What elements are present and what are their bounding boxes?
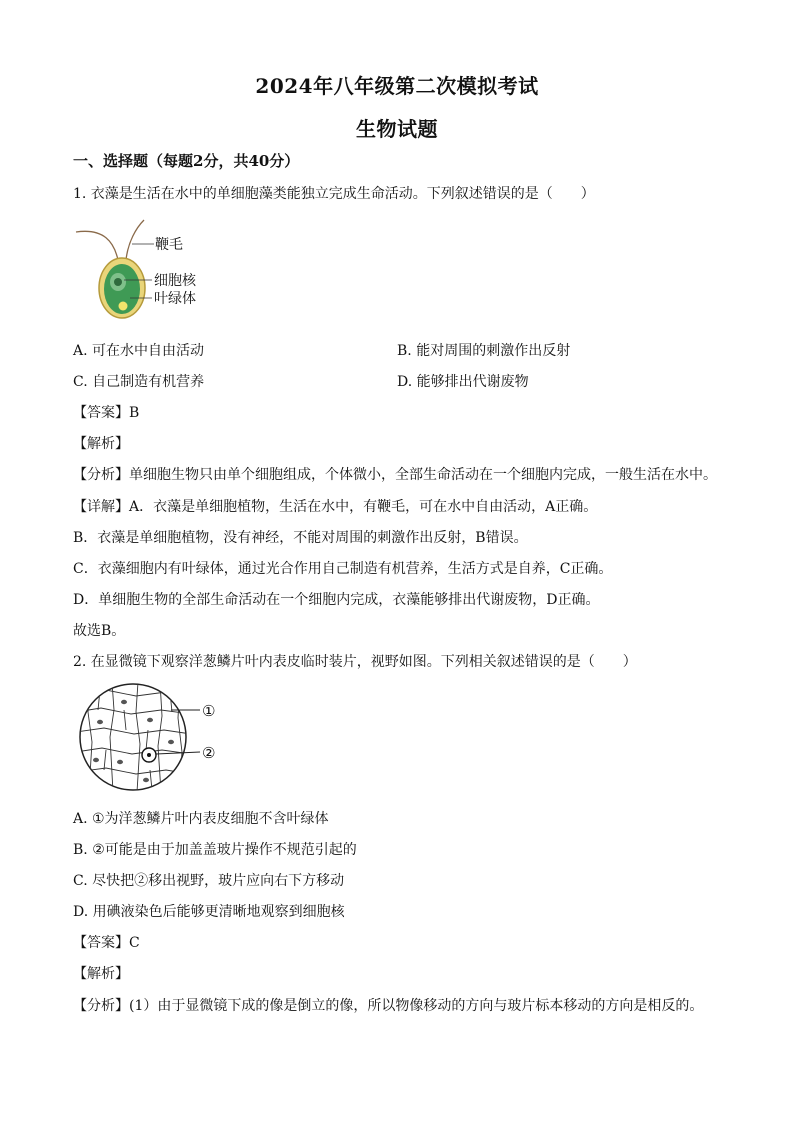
q1-option-c: C. 自己制造有机营养 (73, 374, 205, 390)
label-flagellum: 鞭毛 (155, 237, 183, 253)
q2-analysis-heading: 【解析】 (73, 966, 129, 982)
page-subtitle: 生物试题 (356, 117, 438, 141)
section-heading: 一、选择题（每题2分，共40分） (73, 152, 300, 170)
air-bubble-center (147, 753, 151, 757)
label-2: ② (202, 744, 216, 762)
q1-analysis-line: 【分析】单细胞生物只由单个细胞组成，个体微小，全部生命活动在一个细胞内完成，一般生活在水中。 (73, 467, 717, 483)
question-2-stem: 2. 在显微镜下观察洋葱鳞片叶内表皮临时装片，视野如图。下列相关叙述错误的是（ ） (73, 654, 637, 670)
flagellum-right (126, 220, 144, 260)
q1-analysis-line: D．单细胞生物的全部生命活动在一个细胞内完成，衣藻能够排出代谢废物，D正确。 (73, 592, 600, 608)
label-chloroplast: 叶绿体 (154, 291, 196, 307)
page-title: 2024年八年级第二次模拟考试 (255, 74, 539, 98)
q2-option-c: C. 尽快把②移出视野，玻片应向右下方移动 (73, 873, 345, 889)
q1-answer: 【答案】B (73, 405, 140, 421)
q2-option-b: B. ②可能是由于加盖盖玻片操作不规范引起的 (73, 842, 357, 858)
q2-option-a: A. ①为洋葱鳞片叶内表皮细胞不含叶绿体 (73, 811, 329, 827)
q1-analysis-line: C．衣藻细胞内有叶绿体，通过光合作用自己制造有机营养，生活方式是自养，C正确。 (73, 561, 613, 577)
onion-cells-figure (76, 682, 226, 792)
q1-option-a: A. 可在水中自由活动 (73, 343, 205, 359)
q1-analysis-heading: 【解析】 (73, 436, 129, 452)
field-of-view (80, 684, 186, 790)
chlamydomonas-figure (74, 218, 204, 322)
question-1-stem: 1. 衣藻是生活在水中的单细胞藻类能独立完成生命活动。下列叙述错误的是（ ） (73, 186, 595, 202)
flagellum-left (76, 231, 118, 260)
q2-option-d: D. 用碘液染色后能够更清晰地观察到细胞核 (73, 904, 345, 920)
label-1: ① (202, 702, 216, 720)
q2-answer: 【答案】C (73, 935, 140, 951)
q1-analysis-line: 【详解】A．衣藻是单细胞植物，生活在水中，有鞭毛，可在水中自由活动，A正确。 (73, 499, 598, 515)
q1-analysis-line: B．衣藻是单细胞植物，没有神经，不能对周围的刺激作出反射，B错误。 (73, 530, 528, 546)
pyrenoid (119, 302, 128, 311)
q1-option-d: D. 能够排出代谢废物 (397, 374, 529, 390)
q2-analysis-line: 【分析】(1）由于显微镜下成的像是倒立的像，所以物像移动的方向与玻片标本移动的方向是相反的。 (73, 998, 704, 1014)
q1-option-b: B. 能对周围的刺激作出反射 (397, 343, 571, 359)
nucleus (114, 278, 122, 286)
q1-analysis-line: 故选B。 (73, 623, 126, 639)
label-nucleus: 细胞核 (154, 273, 196, 289)
